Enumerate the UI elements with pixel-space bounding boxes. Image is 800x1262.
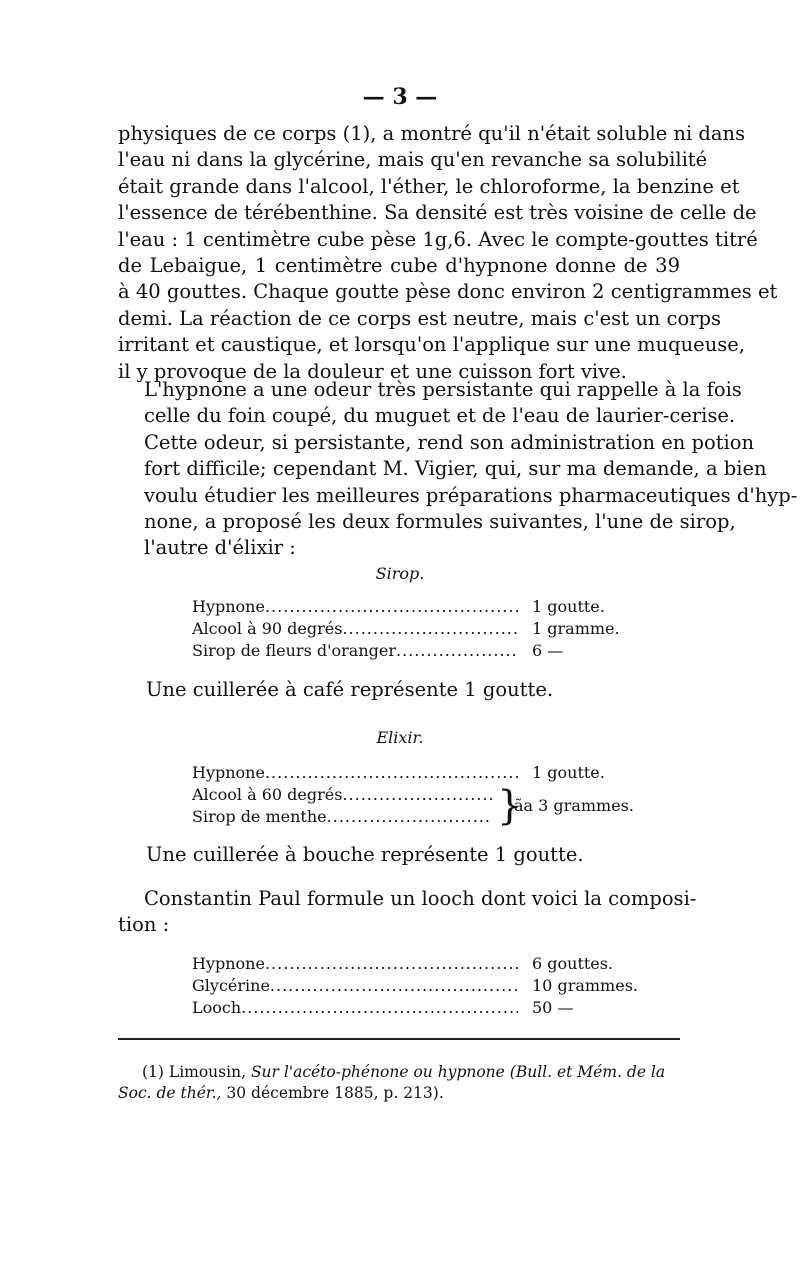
- footnote-divider: [118, 1038, 680, 1040]
- sirop-dosage-note: Une cuillerée à café représente 1 goutte.: [146, 678, 554, 701]
- footnote-title: Sur l'acéto-phénone ou hypnone: [250, 1063, 505, 1081]
- text-line: il y provoque de la douleur et une cuisson fort vive.: [118, 359, 627, 383]
- dot-leader: [396, 640, 518, 662]
- dot-leader: [265, 596, 518, 618]
- recipe-row: [192, 997, 642, 1019]
- text-line: celle du foin coupé, du muguet et de l'eau de laurier-cerise.: [144, 404, 736, 428]
- text-line: l'eau ni dans la glycérine, mais qu'en revanche sa solubilité: [118, 148, 708, 172]
- footnote-author: Limousin,: [168, 1063, 246, 1081]
- ingredient-quantity: 50 —: [532, 998, 574, 1017]
- paragraph-1: [118, 121, 778, 385]
- text-line: fort difficile; cependant M. Vigier, qui, sur ma demande, a bien: [144, 457, 767, 481]
- footnote-line: [118, 1083, 680, 1104]
- paragraph-3: [118, 886, 697, 939]
- ingredient-name: Hypnone: [192, 597, 265, 616]
- dot-leader: [342, 784, 492, 806]
- recipe-row: [192, 762, 642, 784]
- recipe-row: [192, 618, 642, 640]
- ingredient-quantity: 6 —: [532, 641, 564, 660]
- text-line: l'eau : 1 centimètre cube pèse 1g,6. Avec le compte-gouttes titré: [118, 227, 758, 251]
- recipe-row: [192, 953, 642, 975]
- ingredient-quantity: ãa 3 grammes.: [514, 796, 634, 815]
- dot-leader: [265, 953, 518, 975]
- text-line: none, a proposé les deux formules suivantes, l'une de sirop,: [144, 510, 736, 534]
- ingredient-quantity: 1 goutte.: [532, 763, 605, 782]
- braced-rows: [192, 784, 642, 828]
- footnote-source: Soc. de thér.,: [118, 1084, 222, 1102]
- page-number: — 3 —: [362, 84, 438, 110]
- dot-leader: [327, 806, 492, 828]
- text-line: demi. La réaction de ce corps est neutre, mais c'est un corps: [118, 306, 721, 330]
- recipe-row: [192, 640, 642, 662]
- recipe-row: [192, 784, 492, 806]
- footnote: [118, 1062, 680, 1104]
- ingredient-name: Hypnone: [192, 954, 265, 973]
- ingredient-name: Sirop de menthe: [192, 807, 327, 826]
- elixir-recipe: [192, 762, 642, 828]
- looch-recipe: [192, 953, 642, 1019]
- text-line: l'essence de térébenthine. Sa densité est très voisine de celle de: [118, 201, 757, 225]
- ingredient-name: Looch: [192, 998, 242, 1017]
- ingredient-name: Glycérine: [192, 976, 270, 995]
- ingredient-name: Alcool à 90 degrés: [192, 619, 343, 638]
- text-line: l'autre d'élixir :: [144, 536, 296, 560]
- paragraph-2: [118, 377, 798, 562]
- sirop-heading: Sirop.: [375, 564, 425, 583]
- ingredient-quantity: 10 grammes.: [532, 976, 638, 995]
- elixir-heading: Elixir.: [376, 728, 424, 747]
- text-line: Cette odeur, si persistante, rend son administration en potion: [144, 430, 755, 454]
- footnote-line: [118, 1062, 680, 1083]
- curly-brace: }: [497, 783, 523, 829]
- ingredient-quantity: 1 gramme.: [532, 619, 620, 638]
- text-line: tion :: [118, 913, 170, 937]
- ingredient-quantity: 6 gouttes.: [532, 954, 614, 973]
- dot-leader: [265, 762, 518, 784]
- footnote-marker: (1): [142, 1063, 164, 1081]
- text-line: à 40 gouttes. Chaque goutte pèse donc environ 2 centigrammes et: [118, 280, 778, 304]
- ingredient-name: Hypnone: [192, 763, 265, 782]
- text-line: de Lebaigue, 1 centimètre cube d'hypnone donne de 39: [118, 254, 680, 278]
- text-line: physiques de ce corps (1), a montré qu'il n'était soluble ni dans: [118, 122, 746, 145]
- ingredient-name: Alcool à 60 degrés: [192, 785, 343, 804]
- footnote-source: (Bull. et Mém. de la: [509, 1063, 666, 1081]
- ingredient-name: Sirop de fleurs d'oranger: [192, 641, 396, 660]
- recipe-row: [192, 596, 642, 618]
- footnote-date: 30 décembre 1885, p. 213).: [226, 1084, 444, 1102]
- text-line: était grande dans l'alcool, l'éther, le chloroforme, la benzine et: [118, 174, 740, 198]
- text-line: irritant et caustique, et lorsqu'on l'applique sur une muqueuse,: [118, 333, 746, 357]
- elixir-dosage-note: Une cuillerée à bouche représente 1 goutte.: [146, 843, 584, 866]
- recipe-row: [192, 806, 492, 828]
- dot-leader: [342, 618, 518, 640]
- text-line: L'hypnone a une odeur très persistante qui rappelle à la fois: [144, 378, 742, 401]
- recipe-row: [192, 975, 642, 997]
- text-line: voulu étudier les meilleures préparations pharmaceutiques d'hyp-: [144, 483, 798, 507]
- ingredient-quantity: 1 goutte.: [532, 597, 605, 616]
- dot-leader: [270, 975, 518, 997]
- text-line: Constantin Paul formule un looch dont voici la composi-: [144, 887, 697, 910]
- dot-leader: [241, 997, 518, 1019]
- sirop-recipe: [192, 596, 642, 662]
